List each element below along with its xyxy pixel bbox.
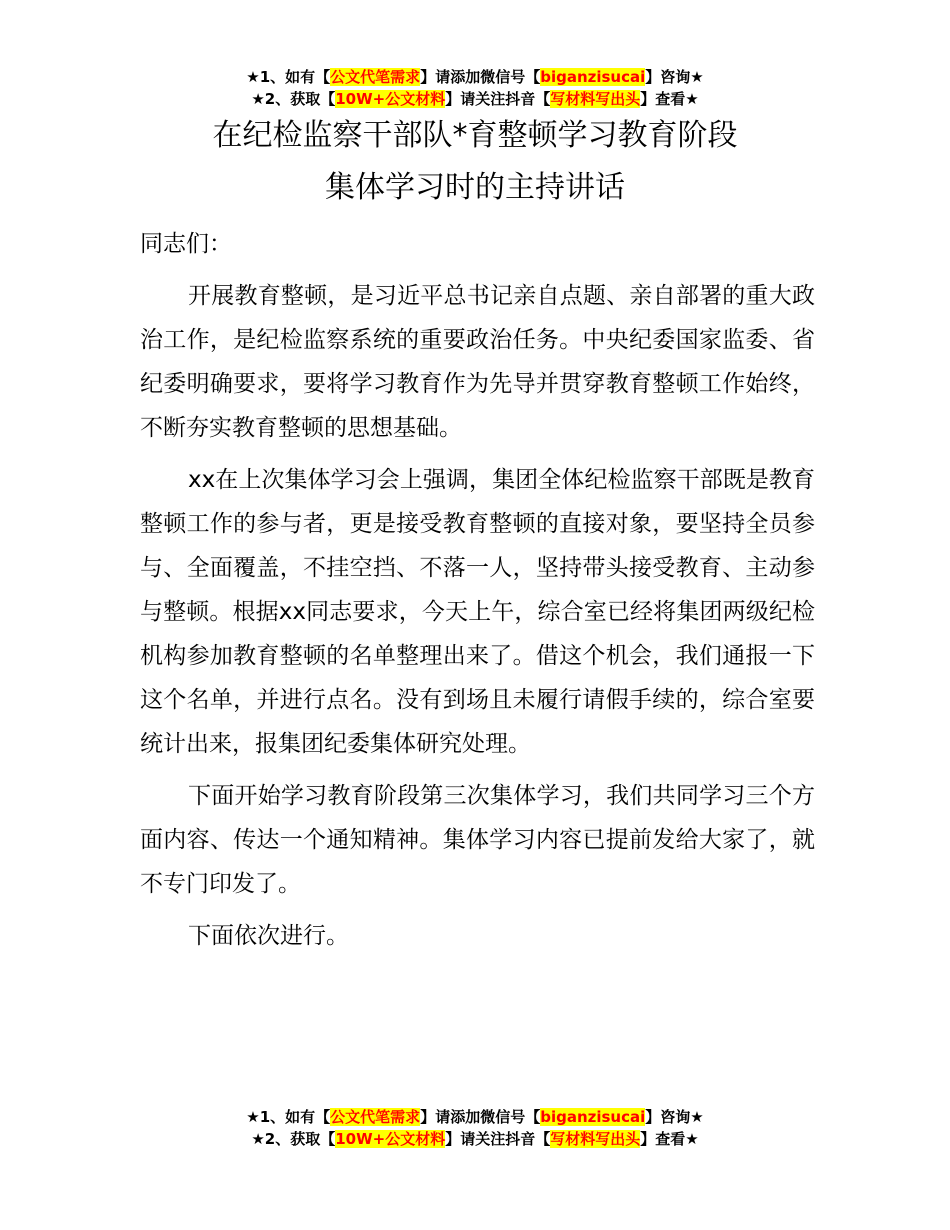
body-paragraph: 下面依次进行。 <box>188 923 349 949</box>
banner-highlight: 写材料写出头 <box>550 90 641 108</box>
document-title <box>0 110 950 214</box>
banner-highlight: 10W+公文材料 <box>335 90 446 108</box>
banner-line-2: ★2、获取【10W+公文材料】请关注抖音【写材料写出头】查看★ <box>251 90 699 108</box>
footer-banner <box>0 1106 950 1150</box>
banner-highlight: 写材料写出头 <box>550 1130 641 1148</box>
document-body <box>140 222 815 966</box>
body-paragraph: 开展教育整顿，是习近平总书记亲自点题、亲自部署的重大政治工作，是纪检监察系统的重要政治任务。中央纪委国家监委、省纪委明确要求，要将学习教育作为先导并贯穿教育整顿工作始终，不断夯实教育整顿的思想基础。 <box>140 283 815 441</box>
banner-highlight: 公文代笔需求 <box>330 68 421 86</box>
banner-highlight: biganzisucai <box>540 1108 646 1126</box>
banner-line-1: ★1、如有【公文代笔需求】请添加微信号【biganzisucai】咨询★ <box>246 68 704 86</box>
body-paragraph: xx在上次集体学习会上强调，集团全体纪检监察干部既是教育整顿工作的参与者，更是接受教育整顿的直接对象，要坚持全员参与、全面覆盖，不挂空挡、不落一人，坚持带头接受教育、主动参与整顿。根据xx同志要求，今天上午，综合室已经将集团两级纪检机构参加教育整顿的名单整理出来了。借这个机会，我们通报一下这个名单，并进行点名。没有到场且未履行请假手续的，综合室要统计出来，报集团纪委集体研究处理。 <box>140 467 815 757</box>
banner-line-2: ★2、获取【10W+公文材料】请关注抖音【写材料写出头】查看★ <box>251 1130 699 1148</box>
title-line-2: 集体学习时的主持讲话 <box>325 170 625 205</box>
banner-highlight: 公文代笔需求 <box>330 1108 421 1126</box>
banner-highlight: biganzisucai <box>540 68 646 86</box>
banner-highlight: 10W+公文材料 <box>335 1130 446 1148</box>
title-line-1: 在纪检监察干部队*育整顿学习教育阶段 <box>212 118 738 153</box>
salutation: 同志们： <box>140 231 232 257</box>
header-banner <box>0 66 950 110</box>
banner-line-1: ★1、如有【公文代笔需求】请添加微信号【biganzisucai】咨询★ <box>246 1108 704 1126</box>
body-paragraph: 下面开始学习教育阶段第三次集体学习，我们共同学习三个方面内容、传达一个通知精神。集体学习内容已提前发给大家了，就不专门印发了。 <box>140 783 815 897</box>
